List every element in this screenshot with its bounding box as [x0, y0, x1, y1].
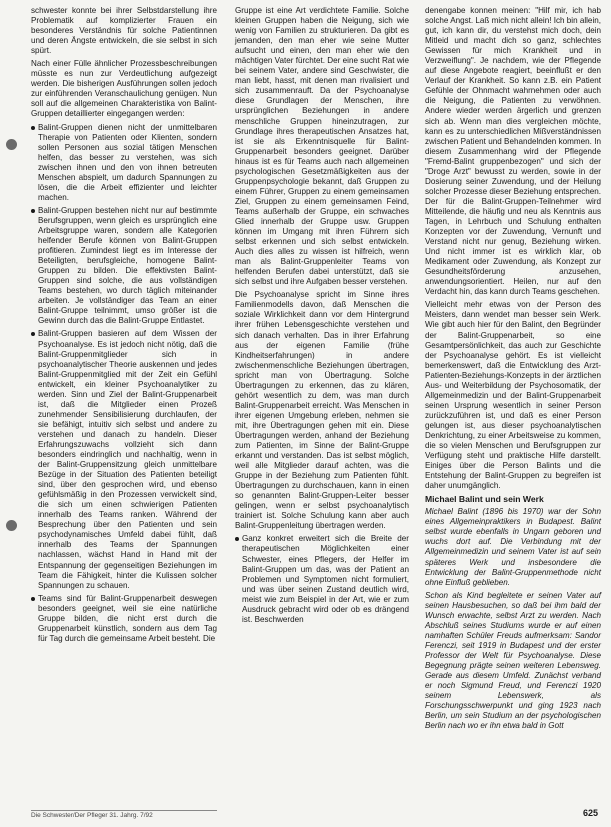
text-column-2: [235, 6, 409, 628]
text-column-3: [425, 6, 601, 734]
section-heading: Michael Balint und sein Werk: [425, 494, 544, 505]
bullet-item: Balint-Gruppen dienen nicht der unmittelbaren Therapie von Patienten oder Klienten, sondern sollen Personen aus sozial tätigen Menschen helfen, das besser zu verstehen, was sich zwischen ihnen und den von ihnen betreuten Menschen abspielt, um dadurch Spannungen zu lösen, die die Arbeit effizienter und leichter machen.: [31, 123, 217, 203]
paragraph: denengabe konnen meinen: "Hilf mir, ich hab solche Angst. Laß mich nicht allein! Ich bin allein, gut, ich kann dir, du verstehst mich doch, dein Mitleid und macht dich so ganz, schlechtes Gewissen für mich Krankheit und in Verzweiflung". Je nachdem, wie der Pflegende auf diese Angebote reagiert, beeinflußt er den Verlauf der Krankheit. So kann z.B. ein Patient Gefühle der Ohnmacht wahrnehmen oder auch die Neigung, die Patienten zu verwöhnen. Andere wieder werden ärgerlich und grenzen sich ab. Wenn man dies vergleichen möchte, kann es zu unterschiedlichen Mißverständnissen zwischen Patient und Behandelnden kommen. In diesem Zusammenhang wird der Pflegende "Fremd-Balint gruppenbezogen" und sich der "Droge Arzt" bewusst zu werden, sowie in der Dosierung seiner Zuwendung, und der Heilung solcher Prozesse dieser Beziehung entsprechen. Der für die Balint-Gruppen-Teilnehmer wird Mitteilende, die häufig und neu als Kenntnis aus Tagen, in Lehrbuch und Schulung enthalten Konzepten vor der Zuwendung, Vernunft und Verstand nicht nur genug, Beziehung wirken. Und nicht immer ist es wirklich klar, ob Medikament oder Zuwendung, als Konzept zur Gesundheitsförderung anzusehen, anwendungsorientiert. Heilen, nur auf den Verdacht hin, das kann durch Teams geschehen.: [425, 6, 601, 297]
footer-source: Die Schwester/Der Pfleger 31. Jahrg. 7/92: [31, 812, 153, 819]
bullet-item: Ganz konkret erweitert sich die Breite der therapeutischen Möglichkeiten einer Schwester, eines Pflegers, der Helfer im Balint-Gruppen um das, was der Patient an Problemen und Symptomen nicht formuliert, und was über seinen Zustand deutlich wird, meist wie zum Beispiel in der Art, wie er zum Ausdruck gebracht wird oder ob es drängend ist. Beschwerden: [235, 534, 409, 624]
paragraph: Gruppe ist eine Art verdichtete Familie. Solche kleinen Gruppen haben die Neigung, sich wie wenig von Familien zu strukturieren. Da gibt es jemanden, den man eher wie seine Mutter aufsucht und einen, den man eher wie den mächtigen Vater fürchtet. Der eine sucht Rat wie bei seinem Vater, andere sind Geschwister, die man liebt, hasst, mit denen man rivalisiert und sich zusammenrauft. Da der Psychoanalyse diese Grundlagen der Menschen, ihre ursprünglichen Beziehungen in andere menschliche Gruppen hineinzutragen, zur Grundlage ihres therapeutischen Ansatzes hat, ist sie als Erkenntnisquelle für Balint-Gruppenarbeit besonders geeignet. Darüber hinaus ist es für Teams auch nach allgemeinen psychologischen Gesetzmäßigkeiten aus der Gruppenpsychologie bekannt, daß Gruppen zu einem Führer, Gruppen zu einem gemeinsamen Ziel, Gruppen zu einem gemeinsamen Feind, Teams außerhalb der Gruppe, ein schwaches Glied innerhalb der Gruppe usw. Gruppen können im Umgang mit ihren Führern sich selbst erkennen und sich selbst entwickeln. Auch dies alles zu wissen ist hilfreich, wenn man als Balint-Gruppenleiter Teams von helfenden Berufen dabei unterstützt, daß sie sich selbst und ihre Aufgaben besser verstehen.: [235, 6, 409, 287]
paragraph: Schon als Kind begleitete er seinen Vater auf seinen Hausbesuchen, so daß bei ihm bald der Wunsch erwachte, selbst Arzt zu werden. Nach Abschluß seines Studiums wurde er auf einen namhaften Schüler Freuds aufmerksam: Sandor Ferenczi, seit 1919 in Budapest und der erster Professor der Welt für Psychoanalyse. Diese Begegnung prägte seinen weiteren Lebensweg. Gerade aus diesem Umfeld. Zunächst verband er noch Sigmund Freud, und Ferenczi 1920 seinem Lebenswerk, als Forschungsschwerpunkt und ging 1923 nach Berlin, um sein Studium an der psychologischen Berlin nach wo er ihn etwa bald in Gott: [425, 590, 601, 731]
hole-punch-top: [6, 139, 17, 150]
text-column-1: [31, 6, 217, 647]
paragraph: Die Psychoanalyse spricht im Sinne ihres Familienmodells davon, daß Menschen die soziale Wirklichkeit dann vor dem Hintergrund ihrer frühen Lebensgeschichte verstehen und sich danach verhalten. Das in ihrer Erfahrung aus der eigenen Familie (frühe Kindheitserfahrungen) in andere zwischenmenschliche Beziehungen übertragen, spricht man von Übertragung. Solche Übertragungen zu erkennen, das zu klären, gehört wesentlich zu dem, was man durch Balint-Gruppenarbeit erreicht. Was Menschen in ihrer eigenen Umgebung erleben, nehmen sie mit, ihre Übertragungen gehen mit ein. Diese Übertragungen werden, anhand der Beziehung zum Patienten, im Sinne der Balint-Gruppe erkannt und verstanden. Das ist selbst möglich, weil alle Mitglieder darauf achten, was die Gruppe in der Beziehung zum Patienten fühlt. Übertragungen zu durchschauen, kann in einen so genannten Balint-Gruppen-Leiter besser gelingen, wenn er selbst psychoanalytisch trainiert ist. Solche Schulung kann aber auch Balint-Gruppenleitung übertragen werden.: [235, 290, 409, 531]
paragraph: Vielleicht mehr etwas von der Person des Meisters, dann wendet man besser sein Werk. Wie gibt auch hier für den Balint, den Begründer der Balint-Gruppenarbeit, so eine Gesamtpersönlichkeit, das auch zur Geschichte der Psychoanalyse gehört. Es ist vielleicht bemerkenswert, daß die Entwicklung des Arzt-Patienten-Beziehungs-Konzepts in der ärztlichen Aus- und Weiterbildung der Psychosomatik, der Allgemeinmedizin und der Balint-Gruppenarbeit seinen Ursprung wesentlich in seiner Person zurückzuführen ist, und daß es einer Person gelungen ist, aus dieser psychoanalytischen Denkrichtung, zu einer Arbeitsweise zu kommen, die so vielen Menschen und Berufsgruppen zur Verfügung steht und praktische Hilfe darstellt. Einiges über die Person Balints und die Entstehung der Balint-Gruppen zu begreifen ist daher unumgänglich.: [425, 300, 601, 491]
paragraph: Nach einer Fülle ähnlicher Prozessbeschreibungen müsste es nun zur Verdeutlichung aufgezeigt werden. Die bisherigen Ausführungen sollen jedoch zur einführenden Veranschaulichung genügen. Nun soll auf die allgemeinen Charakteristika von Balint-Gruppen detaillierter eingegangen werden:: [31, 59, 217, 119]
bullet-item: Teams sind für Balint-Gruppenarbeit deswegen besonders geeignet, weil sie eine natürliche Gruppe bilden, die nicht erst durch die Gruppenarbeit künstlich, sondern aus dem Tag für Tag durch die gemeinsame Arbeit besteht. Die: [31, 594, 217, 644]
lead-paragraph: Michael Balint (1896 bis 1970) war der Sohn eines Allgemeinpraktikers in Budapest. Balint selbst wurde ebenfalls in Ungarn geboren und wuchs dort auf. Die Verbindung mit der Allgemeinmedizin und seinem Vater ist auf sein späteres Werk und insbesondere die Entwicklung der Balint-Gruppenmethode nicht ohne Einfluß geblieben.: [425, 507, 601, 587]
bullet-item: Balint-Gruppen basieren auf dem Wissen der Psychoanalyse. Es ist jedoch nicht nötig, daß die Balint-Gruppenmitglieder sich in psychoanalytischer Theorie auskennen und jedes Balint-Gruppenmitglied mit der Zeit ein Gefühl entwickelt, ein kleiner Psychoanalytiker zu werden. Sinn und Ziel der Balint-Gruppenarbeit ist, daß die Mitglieder einen Prozeß zunehmender Sensibilisierung durchlaufen, der sie befähigt, intuitiv sich selbst und andere zu verstehen und danach zu handeln. Dieser Erfahrungszuwachs vollzieht sich dann besonders eindringlich und nachhaltig, wenn in der Balint-Gruppensitzung gleich unmittelbare Bezüge in der Situation des Patienten beteiligt sind, über den gesprochen wird, und ebenso gefühlsmäßig in den Prozessen verwickelt sind, die sich um einen schwierigen Patienten innerhalb des Teams ranken. Während der Besprechung über den Patienten und sein psychodynamisches Umfeld dabei fühlt, daß innerhalb des Teams der Spannungen nachlassen, wächst Hand in Hand mit der Entspannung der gegenseitigen Beziehungen im Team die Fähigkeit, hinter die Kulissen solcher Spannungen zu schauen.: [31, 329, 217, 590]
bullet-item: Balint-Gruppen bestehen nicht nur auf bestimmte Berufsgruppen, wenn gleich es ursprünglich eine Arbeitsgruppe waren, sondern alle Kategorien helfender Berufe können von Balint-Gruppen profitieren. Zumindest liegt es im Interesse der Beteiligten, berufsgleiche, homogene Balint-Gruppen zu bilden. Die effektivsten Balint-Gruppen sind solche, die aus vollständigen Teams bestehen, wo durch täglich miteinander arbeiten. Je vollständiger das Team an einer Balint-Gruppe teilnimmt, umso größer ist die Gewinn durch das die Balint-Gruppe Entlastet.: [31, 206, 217, 327]
hole-punch-bottom: [6, 520, 17, 531]
page-number: 625: [583, 808, 599, 818]
footer-rule: [31, 810, 217, 811]
paragraph: schwester konnte bei ihrer Selbstdarstellung ihre Problematik auf komplizierter Frauen ein besonderes Verständnis für solche Patientinnen und deren Ängste entwickeln, die sie selbst in sich spürt.: [31, 6, 217, 56]
